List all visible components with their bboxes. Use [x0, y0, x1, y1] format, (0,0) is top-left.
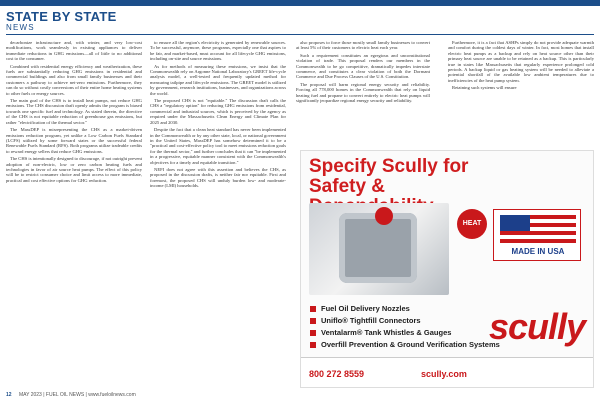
paragraph: NEFI does not agree with this assertion and believes the CHS, as proposed in the discussion drafts, is neither fair nor equitable. First and foremost, the proposed CHS will unduly burden low- and moderate-income (LMI) households. [150, 166, 286, 189]
paragraph: to ensure all the region's electricity is generated by renewable sources. To be successful, anymore, these programs, especially one that aspires to be fair, and market-based, must account for all lifecycle GHG emissions, including on-site and source emissions. [150, 40, 286, 62]
paragraph: Furthermore, it is a fact that ASHPs simply do not provide adequate warmth and comfort during the coldest days of winter. In fact, most homes that install electric heat pumps as a backup and rely on heat source other than their primary heat source are unable to be retained as a backup. This is particularly true in states like Massachusetts that regularly experience prolonged cold periods. A backup liquid or gas heating system will be needed to alleviate a potential shortfall of the available low ambient temperatures due to inefficiencies of the heat pump system. [448, 40, 594, 83]
paragraph: The proposal will harm regional energy security and reliability. Forcing all 778,000 homes in the Commonwealth that rely on liquid heating fuel and propane to convert entirely to electric heat pumps will significantly jeopardize regional energy security and reliability. [296, 81, 430, 104]
made-in-usa-badge [493, 209, 581, 261]
feature-item: Overfill Prevention & Ground Verification Systems [309, 339, 589, 351]
page-footer [6, 392, 136, 398]
issue-info: MAY 2023 | FUEL OIL NEWS | www.fueloilnews.com [18, 392, 136, 398]
article-column-1 [6, 40, 142, 385]
paragraph: Retaining such systems will ensure [452, 85, 517, 91]
ad-phone[interactable]: 800 272 8559 [309, 369, 365, 379]
product-photo [309, 203, 449, 295]
paragraph: also proposes to force those mostly small family businesses to convert at least 5% of their customers to electric heat each year. [296, 40, 430, 51]
fitting-image [339, 213, 417, 283]
paragraph: Combined with residential energy efficiency and weatherization, these fuels are substantially reducing GHG emissions in residential and commercial buildings and also from small family businesses and their customers a pathway to achieve net-zero emissions. Furthermore, they can do so without costly conversions of their entire home heating systems to other fuels or energy sources. [6, 63, 142, 96]
ad-headline: Specify Scully for Safety & [309, 156, 469, 197]
section-title: STATE BY STATE [6, 9, 117, 24]
section-subtitle: NEWS [6, 23, 35, 32]
paragraph: The proposed CHS is not "equitable." The discussion draft calls the CHS a "regulatory option" for reducing GHG emissions from residential, commercial and industrial sources, which is perceived by the agency as required under the Massachusetts Clean Energy and Climate Plan for 2025 and 2030. [150, 98, 286, 125]
page-number: 12 [6, 392, 12, 398]
ad-website-link[interactable]: scully.com [421, 369, 467, 379]
article-column-2 [150, 40, 286, 385]
made-in-usa-label: MADE IN USA [511, 247, 565, 256]
paragraph: The main goal of the CHS is to install heat pumps, not reduce GHG emissions. The CHS discussion draft openly admits the program is biased towards one specific fuel and technology. As stated therein, the directive of the CHS is not equitable reduction of greenhouse gas emissions, but rather "electrification of the thermal sector." [6, 98, 142, 125]
scully-advertisement[interactable] [300, 150, 594, 388]
section-label [6, 10, 117, 32]
section-divider [6, 34, 594, 35]
feature-item: Ventalarm® Tank Whistles & Gauges [309, 327, 589, 339]
paragraph: The CHS is intentionally designed to discourage, if not outright prevent adoption of non-electric, low or zero carbon heating fuels and technologies in favor of air source heat pumps. The effect of this policy will be to restrict consumer choice and limit access to more immediate, practical and cost effective options for GHG reduction. [6, 156, 142, 183]
paragraph: The MassDEP is misrepresenting the CHS as a market-driven emissions reduction program, yet unlike a Low Carbon Fuels Standard (LCFS) utilized by some forward states or the successful federal Renewable Fuels Standard (RFS). Both programs utilize tradeable credits to reward energy sellers that reduce GHG emissions. [6, 127, 142, 154]
heat-stamp-badge: HEAT [457, 209, 487, 239]
paragraph: As for methods of measuring these emissions, we insist that the Commonwealth rely on Argonne National Laboratory's GREET life-cycle analysis model, a well-tested and frequently updated method for measuring tailpipe and lifecycle emissions. The GREET model is utilized by government, research institutions, businesses, and organizations across the world. [150, 63, 286, 96]
red-cap-image [375, 207, 393, 225]
feature-item: Fuel Oil Delivery Nozzles [309, 303, 589, 315]
header-accent-bar [0, 0, 600, 6]
paragraph: decarbonize infrastructure and, with winter, and very low-cost modifications, work seamlessly in existing appliances to deliver immediate reductions in GHG emissions—all of little to no additional cost to the consumer. [6, 40, 142, 62]
scully-logo: scully [488, 306, 585, 347]
paragraph: Such a requirement constitutes an egregious and unconstitutional violation of trade. This proposal renders our members in the Commonwealth to be go competitive, dramatically impedes interstate commerce, and constitutes a clear violation of both the Dormant Commerce and Due Process Clauses of the U.S. Constitution. [296, 52, 430, 80]
usa-flag-icon [500, 215, 576, 243]
feature-item: Uniflo® Tightfill Connectors [309, 315, 589, 327]
paragraph: Despite the fact that a clean heat standard has never been implemented in the Commonwealth or by any other state, local, or national government in the United States, MassDEP has somehow determined it to be a "practical and cost-effective policy tool to meet emissions reduction goals for the thermal sector," and further concludes that it can "be implemented in a progressive, equitable manner consistent with the Commonwealth's objectives for a timely and equitable transition." [150, 127, 286, 165]
